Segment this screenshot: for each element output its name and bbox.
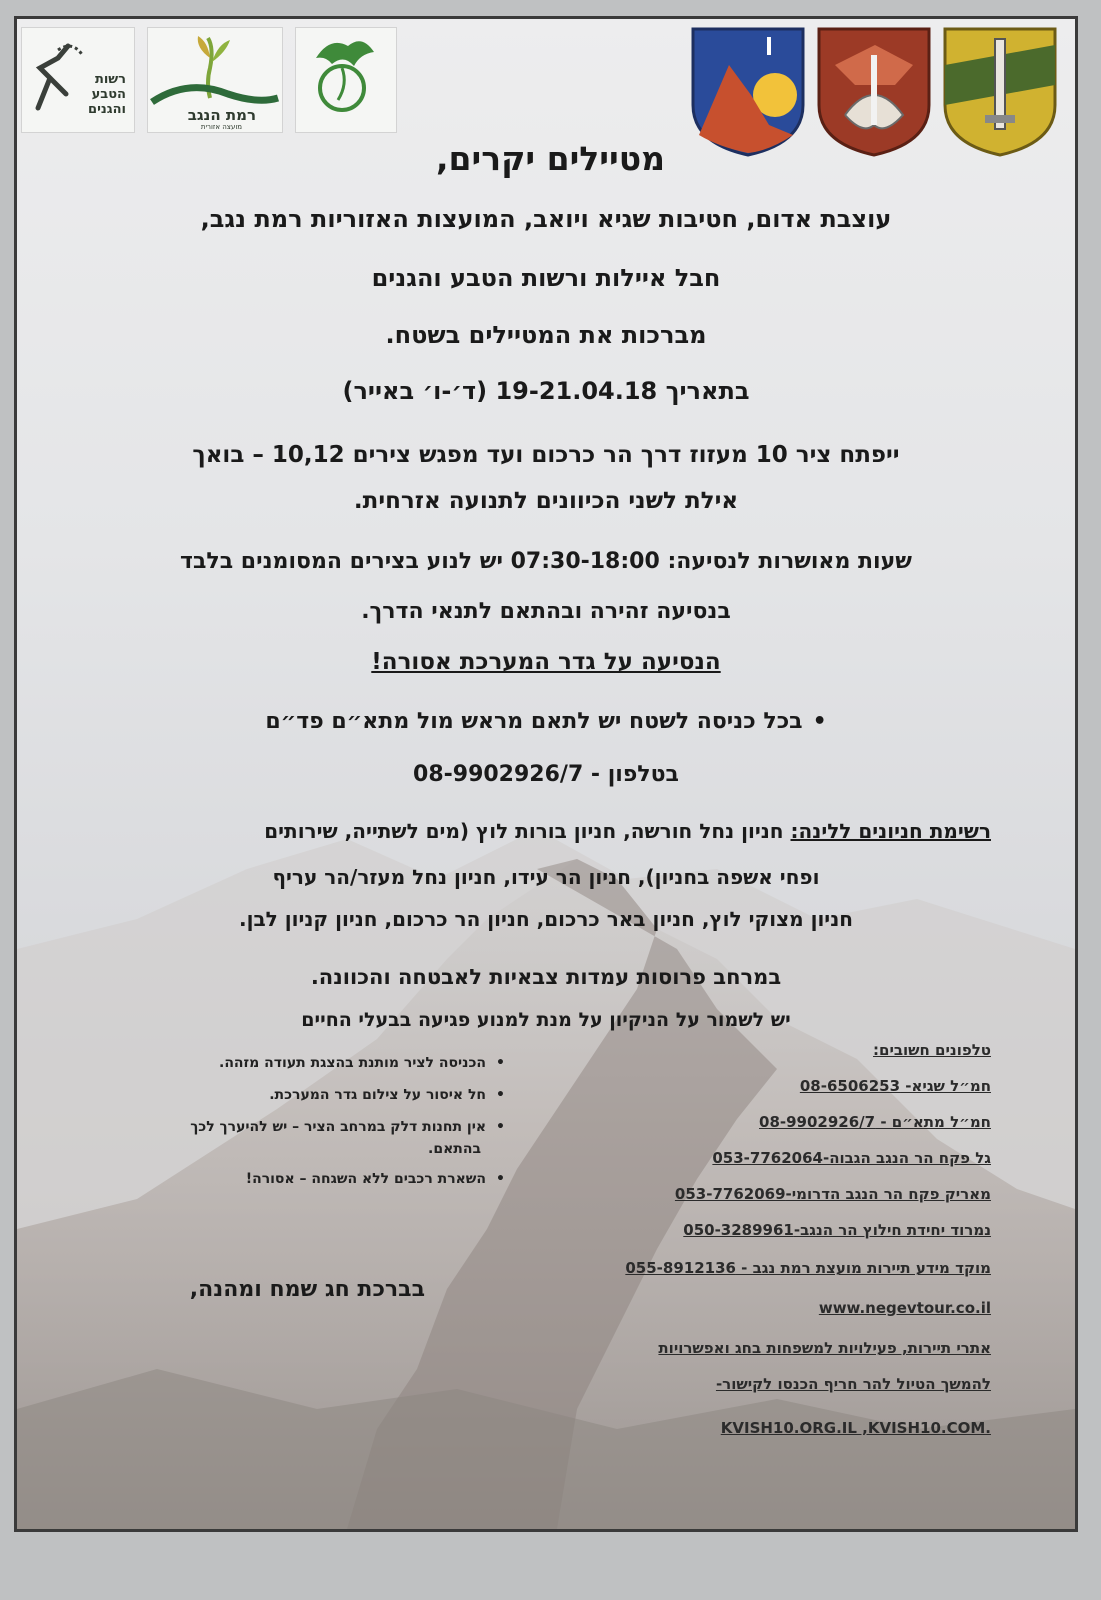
phone-matam[interactable]: חמ״ל מתא״ם - 08-9902926/7: [759, 1113, 991, 1131]
camps-line-1-wrap: [264, 819, 991, 843]
phone-ranger-south-negev[interactable]: מאריק פקח הר הנגב הדרומי-053-7762069: [674, 1185, 991, 1203]
hours-line-2: בנסיעה זהירה ובהתאם לתנאי הדרך.: [361, 599, 731, 624]
rule-fuel: • אין תחנות דלק במרחב הציר – יש להיערך לכך: [190, 1119, 505, 1135]
intro-line-3: מברכות את המטיילים בשטח.: [385, 321, 707, 349]
phone-tourism-info[interactable]: מוקד מידע תיירות מועצת רמת נגב - 055-8912136: [625, 1259, 991, 1277]
rule-photo: • חל איסור על צילום גדר המערכת.: [269, 1087, 505, 1103]
coordination-phone: בטלפון - 08-9902926/7: [413, 762, 679, 787]
rule-vehicles: • השארת רכבים ללא השגחה – אסורה!: [246, 1171, 505, 1187]
rule-fuel-cont: בהתאם.: [428, 1141, 481, 1157]
camps-heading: רשימת חניונים ללינה:: [790, 819, 991, 843]
fence-warning: הנסיעה על גדר המערכת אסורה!: [371, 649, 721, 675]
phones-heading: טלפונים חשובים:: [873, 1041, 991, 1059]
closing-greeting: בברכת חג שמח ומהנה,: [189, 1277, 425, 1302]
intro-line-1: עוצבת אדום, חטיבות שגיא ויואב, המועצות האזוריות רמת נגב,: [200, 205, 892, 233]
camps-line-1: חניון נחל חורשה, חניון בורות לוץ (מים לשתייה, שירותים: [264, 819, 784, 843]
military-line-1: במרחב פרוסות עמדות צבאיות לאבטחה והכוונה.: [310, 965, 782, 989]
nature-parks-logo-text: רשות הטבע והגנים: [88, 72, 126, 117]
coordination-bullet: • בכל כניסה לשטח יש לתאם מראש מול מתא״ם פד״ם: [17, 709, 1075, 734]
hours-line-1: שעות מאושרות לנסיעה: 07:30-18:00 יש לנוע בצירים המסומנים בלבד: [180, 549, 912, 574]
phone-sagi[interactable]: חמ״ל שגיא- 08-6506253: [799, 1077, 991, 1095]
flyer-text: [17, 19, 1075, 1529]
title: מטיילים יקרים,: [436, 139, 665, 178]
ramat-negev-logo-subtext: מועצה אזורית: [200, 123, 242, 131]
ramat-negev-logo-text: רמת הנגב: [187, 106, 256, 124]
tourism-sites-text: אתרי תיירות, פעילויות למשפחות בחג ואפשרויות: [658, 1339, 991, 1357]
kvish10-links[interactable]: KVISH10.ORG.IL ,KVISH10.COM.: [720, 1419, 991, 1437]
camps-line-2: ופחי אשפה בחניון), חניון הר עידו, חניון נחל מעזר/הר עריף: [272, 865, 820, 889]
intro-line-2: חבל איילות ורשות הטבע והגנים: [371, 264, 721, 292]
flyer: [14, 16, 1078, 1532]
harif-link-text: להמשך הטיול להר חריף הכנסו לקישור-: [715, 1375, 991, 1393]
phone-rescue-unit[interactable]: נמרוד יחידת חילוץ הר הנגב-050-3289961: [683, 1221, 991, 1239]
intro-date: בתאריך 19-21.04.18 (ד׳-ו׳ באייר): [342, 377, 750, 405]
route-line-1: ייפתח ציר 10 מעזוז דרך הר כרכום ועד מפגש צירים 10,12 – בואך: [192, 442, 900, 468]
negevtour-link[interactable]: www.negevtour.co.il: [818, 1299, 991, 1317]
rule-id: • הכניסה לציר מותנת בהצגת תעודה מזהה.: [219, 1055, 505, 1071]
route-line-2: אילת לשני הכיוונים לתנועה אזרחית.: [353, 488, 739, 514]
phone-ranger-high-negev[interactable]: גל פקח הר הנגב הגבוה-053-7762064: [712, 1149, 991, 1167]
camps-line-3: חניון מצוקי לוץ, חניון באר כרכום, חניון הר כרכום, חניון קניון לבן.: [239, 907, 853, 931]
military-line-2: יש לשמור על הניקיון על מנת למנוע פגיעה בבעלי החיים: [301, 1009, 791, 1031]
